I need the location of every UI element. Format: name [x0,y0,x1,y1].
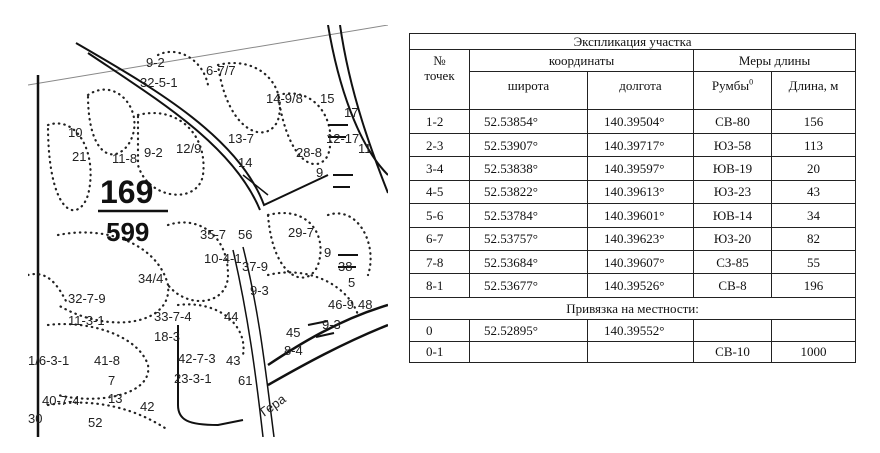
cell-len: 34 [772,204,856,227]
cell-pt: 3-4 [410,157,470,180]
header-measures: Меры длины [694,50,856,71]
table-title: Экспликация участка [410,34,856,50]
compartment-label: 28-8 [296,145,323,160]
table-row [410,274,856,297]
compartment-label: 43 [226,353,241,368]
compartment-label: 14 [238,155,253,170]
compartment-label: 42 [140,399,155,414]
cell-rumb: СВ-80 [694,110,772,133]
cell-lat: 52.53854° [470,110,588,133]
compartment-label: 18-3 [154,329,181,344]
compartment-label: 15 [320,91,335,106]
cell-len: 156 [772,110,856,133]
cell-pt: 0 [410,320,470,341]
table-row [410,110,856,133]
cell-lon: 140.39613° [588,180,694,203]
cell-lat: 52.53784° [470,204,588,227]
cell-lat: 52.53757° [470,227,588,250]
compartment-label: 11 [358,141,372,156]
cell-pt: 4-5 [410,180,470,203]
cell-pt: 1-2 [410,110,470,133]
header-longitude: долгота [588,71,694,110]
compartment-label: 13 [108,391,123,406]
cell-lat: 52.53677° [470,274,588,297]
compartment-label: 10 [68,125,83,140]
table-row [410,157,856,180]
cell-lat: 52.53907° [470,133,588,156]
cell-pt: 2-3 [410,133,470,156]
compartment-label: 44 [224,309,239,324]
cell-lat: 52.53822° [470,180,588,203]
header-rumb [694,71,772,110]
compartment-label: 7 [108,373,116,388]
cell-rumb: ЮЗ-20 [694,227,772,250]
compartment-label: 5 [348,275,356,290]
explication-table [409,33,856,363]
cell-len: 113 [772,133,856,156]
table-row [410,250,856,273]
compartment-label: 11-3-1 [68,313,105,328]
table-row [410,204,856,227]
cell-rumb: СВ-10 [694,341,772,362]
forest-map [28,25,388,437]
compartment-label: 45 [286,325,301,340]
compartment-label: 33-7-4 [154,309,192,324]
cell-rumb: ЮЗ-58 [694,133,772,156]
block-sub: 599 [106,217,150,247]
cell-lon: 140.39597° [588,157,694,180]
compartment-label: 23-3-1 [174,371,212,386]
cell-pt: 7-8 [410,250,470,273]
cell-len: 43 [772,180,856,203]
compartment-label: 1/6-3-1 [28,353,70,368]
cell-lon [588,341,694,362]
cell-pt: 5-6 [410,204,470,227]
compartment-label: 56 [238,227,253,242]
cell-len: 82 [772,227,856,250]
compartment-label: 32-5-1 [140,75,178,90]
compartment-label: 21 [72,149,87,164]
compartment-label: 13-7 [228,131,255,146]
compartment-label: 9-2 [144,145,163,160]
compartment-label: 8-4 [284,343,303,358]
table-row [410,133,856,156]
cell-rumb: ЮВ-19 [694,157,772,180]
compartment-label: 29-7 [288,225,315,240]
cell-pt: 8-1 [410,274,470,297]
compartment-label: 9-2 [146,55,165,70]
cell-lat: 52.53684° [470,250,588,273]
compartment-label: 12-17 [326,131,360,146]
header-coordinates: координаты [470,50,694,71]
cell-rumb: ЮВ-14 [694,204,772,227]
compartment-label: 17 [344,105,359,120]
cell-lon: 140.39504° [588,110,694,133]
compartment-label: 10-4-1 [204,251,242,266]
compartment-label: 35-7 [200,227,227,242]
compartment-label: 11-8 [112,151,138,166]
cell-lat: 52.53838° [470,157,588,180]
forest-map-drawing [28,25,388,437]
compartment-label: 40-7-4 [42,393,80,408]
cell-rumb [694,320,772,341]
compartment-label: 9 [324,245,332,260]
cell-len: 20 [772,157,856,180]
header-rumb-sup: 0 [749,77,754,87]
compartment-label: 42-7-3 [178,351,216,366]
cell-rumb: СВ-8 [694,274,772,297]
cell-len [772,320,856,341]
cell-len: 196 [772,274,856,297]
compartment-label: 41-8 [94,353,121,368]
binding-row [410,320,856,341]
compartment-label: 14-9/8 [266,91,303,106]
cell-lon: 140.39607° [588,250,694,273]
cell-lon: 140.39526° [588,274,694,297]
table-row [410,227,856,250]
compartment-label: 38 [338,259,353,274]
cell-lon: 140.39717° [588,133,694,156]
cell-lon: 140.39552° [588,320,694,341]
compartment-label: 48 [358,297,373,312]
compartment-label: 9 [316,165,324,180]
compartment-label: 12/9 [176,141,202,156]
river-name: Гера [257,391,289,420]
header-rumb-label: Румбы [711,77,750,93]
header-latitude: широта [470,71,588,110]
binding-row [410,341,856,362]
cell-pt: 0-1 [410,341,470,362]
header-points: № точек [410,50,470,110]
compartment-label: 46-9 [328,297,355,312]
binding-title: Привязка на местности: [410,297,856,319]
compartment-label: 61 [238,373,253,388]
cell-len: 1000 [772,341,856,362]
header-length: Длина, м [772,71,856,110]
compartment-label: 32-7-9 [68,291,106,306]
cell-lat [470,341,588,362]
compartment-label: 6-7/7 [206,63,236,78]
compartment-label: 52 [88,415,103,430]
compartment-label: 9-3 [322,317,341,332]
cell-lon: 140.39601° [588,204,694,227]
cell-rumb: СЗ-85 [694,250,772,273]
block-number: 169 [100,174,154,210]
cell-rumb: ЮЗ-23 [694,180,772,203]
compartment-label: 34/4 [138,271,164,286]
cell-len: 55 [772,250,856,273]
cell-lon: 140.39623° [588,227,694,250]
table-row [410,180,856,203]
compartment-label: 37-9 [242,259,269,274]
cell-pt: 6-7 [410,227,470,250]
compartment-label: 30 [28,411,43,426]
compartment-label: 9-3 [250,283,269,298]
cell-lat: 52.52895° [470,320,588,341]
